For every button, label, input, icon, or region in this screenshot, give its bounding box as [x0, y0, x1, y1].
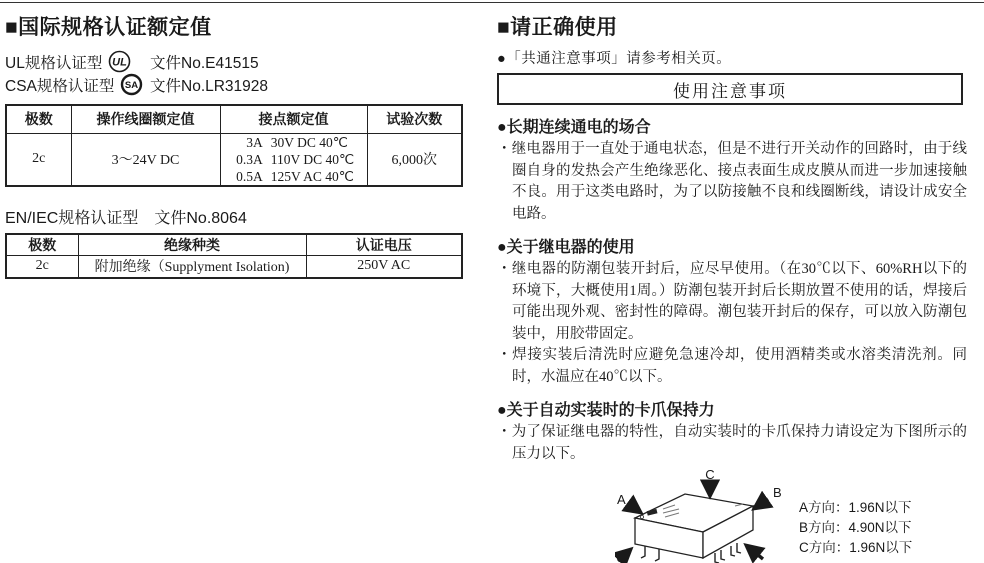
csa-cert-label: CSA规格认证型 — [5, 77, 115, 95]
ul-csa-ratings-table — [5, 104, 463, 187]
csa-logo-icon — [120, 73, 143, 96]
col-header-insulation: 绝缘种类 — [78, 234, 306, 256]
left-column — [5, 11, 461, 279]
relay-isometric-diagram — [615, 468, 787, 563]
force-limit-a: A方向：1.96N以下 — [799, 500, 912, 515]
csa-cert-row — [5, 73, 461, 96]
ul-cert-label: UL规格认证型 — [5, 54, 103, 72]
cell-contact-ratings — [220, 133, 367, 186]
eniec-doc-number: 文件No.8064 — [154, 209, 247, 227]
svg-text:SA: SA — [125, 80, 139, 91]
cell-poles: 2c — [6, 133, 71, 186]
arrow-bottom-left-icon — [618, 550, 630, 561]
ul-doc-number: 文件No.E41515 — [150, 54, 259, 72]
ul-logo-icon — [108, 50, 131, 73]
arrow-b-icon — [755, 499, 768, 508]
section-heading: ●关于自动实装时的卡爪保持力 — [497, 402, 715, 419]
eniec-cert-line — [5, 205, 461, 228]
usage-precautions-box — [497, 73, 963, 105]
col-header-cycles: 试验次数 — [367, 105, 462, 133]
common-precautions-note: ●「共通注意事项」请参考相关页。 — [497, 51, 732, 67]
page-title-international-ratings: ■国际规格认证额定值 — [5, 16, 212, 39]
table-row — [6, 255, 462, 278]
section-continuous-current — [497, 114, 967, 225]
force-limit-c: C方向：1.96N以下 — [799, 540, 913, 555]
col-header-poles: 极数 — [6, 234, 78, 256]
table-row — [6, 133, 462, 186]
eniec-ratings-table — [5, 233, 463, 280]
cell-insulation: 附加绝缘（Supplyment Isolation) — [78, 255, 306, 278]
csa-doc-number: 文件No.LR31928 — [150, 77, 269, 95]
section-bullet: ・继电器的防潮包装开封后，应尽早使用。（在30℃以下、60%RH以下的环境下，大概使用1周。）防潮包装开封后长期放置不使用的话，焊接后可能出现外观、密封性的障碍。潮包装开封后的保存，可以放入防潮包装中，用胶带固定。 — [497, 261, 967, 342]
cell-coil: 3～24V DC — [71, 133, 220, 186]
page-title-correct-use: ■请正确使用 — [497, 16, 618, 39]
label-a: A — [617, 492, 626, 507]
col-header-poles: 极数 — [6, 105, 71, 133]
section-chucking-force — [497, 397, 967, 465]
table-header-row — [6, 105, 462, 133]
section-bullet: ・继电器用于一直处于通电状态，但是不进行开关动作的回路时，由于线圈自身的发热会产生绝缘恶化、接点表面生成皮膜从而进一步加速接触不良。用于这类电路时，为了以防接触不良和线圈断线，请设计成安全电路。 — [497, 141, 967, 222]
section-bullet: ・为了保证继电器的特性，自动实装时的卡爪保持力请设定为下图所示的压力以下。 — [497, 424, 967, 462]
cell-cycles: 6,000次 — [367, 133, 462, 186]
table-header-row — [6, 234, 462, 256]
contact-ratings-lines — [233, 134, 354, 185]
cell-poles: 2c — [6, 255, 78, 278]
col-header-coil: 操作线圈额定值 — [71, 105, 220, 133]
force-limit-labels — [799, 498, 912, 563]
contact-rating-line: 0.5A 125V AC 40℃ — [236, 168, 354, 184]
col-header-voltage: 认证电压 — [306, 234, 462, 256]
chucking-force-diagram-row — [497, 468, 967, 563]
ul-cert-row — [5, 50, 461, 73]
svg-text:UL: UL — [112, 56, 128, 69]
eniec-cert-label: EN/IEC规格认证型 — [5, 209, 139, 227]
cell-voltage: 250V AC — [306, 255, 462, 278]
label-b: B — [773, 485, 782, 500]
right-column — [497, 11, 967, 563]
certification-lines — [5, 50, 461, 96]
arrow-bottom-right-icon — [747, 546, 763, 559]
contact-rating-line: 3A 30V DC 40℃ — [246, 134, 348, 150]
page-top-rule — [0, 2, 984, 3]
contact-rating-line: 0.3A 110V DC 40℃ — [236, 151, 355, 167]
label-c: C — [705, 468, 715, 482]
col-header-contact: 接点额定值 — [220, 105, 367, 133]
section-heading: ●长期连续通电的场合 — [497, 119, 651, 136]
usage-precautions-box-title: 使用注意事项 — [673, 81, 787, 101]
force-limit-b: B方向：4.90N以下 — [799, 520, 912, 535]
section-relay-usage — [497, 234, 967, 388]
section-heading: ●关于继电器的使用 — [497, 239, 635, 256]
section-bullet: ・焊接实装后清洗时应避免急速冷却，使用酒精类或水溶类清洗剂。同时，水温应在40℃以下。 — [497, 347, 967, 385]
arrow-a-icon — [629, 504, 640, 512]
